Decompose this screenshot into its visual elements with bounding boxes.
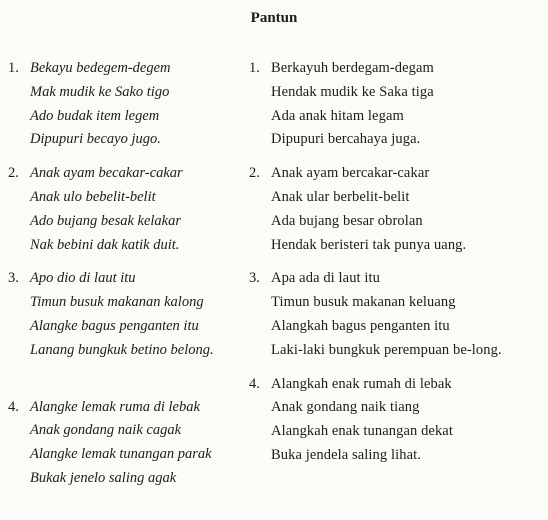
verse-line: Hendak mudik ke Saka tiga (271, 83, 434, 100)
stanza (249, 373, 541, 468)
verse-line: Alangke lemak tunangan parak (30, 446, 212, 463)
stanza-number: 3. (249, 270, 260, 287)
verse-line: Lanang bungkuk betino belong. (30, 341, 214, 358)
verse-line: Laki-laki bungkuk perempuan be-long. (271, 341, 502, 358)
stanza (8, 57, 258, 152)
verse-line: Ado bujang besak kelakar (30, 212, 182, 229)
verse-line: Anak ayam bercakar-cakar (271, 165, 430, 182)
verse-line: Timun busuk makanan keluang (271, 294, 456, 311)
verse-line: Bekayu bedegem-degem (30, 60, 171, 76)
stanza-number: 2. (249, 165, 260, 182)
verse-line: Alangkah enak rumah di lebak (271, 375, 452, 392)
verse-line: Ada anak hitam legam (271, 107, 404, 124)
stanza-number: 1. (249, 60, 260, 76)
verse-line: Anak ayam becakar-cakar (30, 165, 183, 182)
verse-line: Alangkah bagus penganten itu (271, 317, 450, 334)
verse-line: Mak mudik ke Sako tigo (30, 83, 170, 100)
verse-line: Alangke lemak ruma di lebak (30, 398, 200, 415)
verse-line: Timun busuk makanan kalong (30, 294, 204, 311)
verse-line: Alangkah enak tunangan dekat (271, 423, 453, 440)
verse-line: Hendak beristeri tak punya uang. (271, 236, 467, 253)
stanza-number: 4. (8, 398, 19, 415)
verse-line: Nak bebini dak katik duit. (30, 236, 180, 253)
stanza (249, 267, 541, 362)
stanza-number: 1. (8, 60, 19, 76)
verse-line: Anak gondang naik tiang (271, 399, 420, 416)
verse-line: Anak gondang naik cagak (30, 422, 182, 439)
translation-column (249, 57, 541, 468)
stanza (8, 396, 258, 491)
stanza (8, 267, 258, 362)
stanza-number: 3. (8, 270, 19, 287)
stanza (249, 162, 541, 257)
stanza (249, 57, 541, 152)
verse-line: Ado budak item legem (30, 107, 160, 124)
page-title: Pantun (250, 10, 298, 26)
verse-line: Ada bujang besar obrolan (271, 212, 423, 229)
stanza-number: 4. (249, 375, 260, 392)
verse-line: Apo dio di laut itu (30, 270, 136, 287)
verse-line: Anak ulo bebelit-belit (30, 188, 156, 205)
dialect-column (8, 57, 258, 491)
verse-line: Alangke bagus penganten itu (30, 317, 199, 334)
verse-line: Dipupuri becayo jugo. (30, 131, 161, 148)
verse-line: Anak ular berbelit-belit (271, 188, 410, 205)
stanza (8, 162, 258, 257)
verse-line: Apa ada di laut itu (271, 270, 381, 287)
verse-line: Bukak jenelo saling agak (30, 469, 177, 486)
verse-line: Dipupuri bercahaya juga. (271, 131, 421, 148)
verse-line: Berkayuh berdegam-degam (271, 60, 434, 76)
stanza-number: 2. (8, 165, 19, 182)
verse-line: Buka jendela saling lihat. (271, 446, 421, 463)
